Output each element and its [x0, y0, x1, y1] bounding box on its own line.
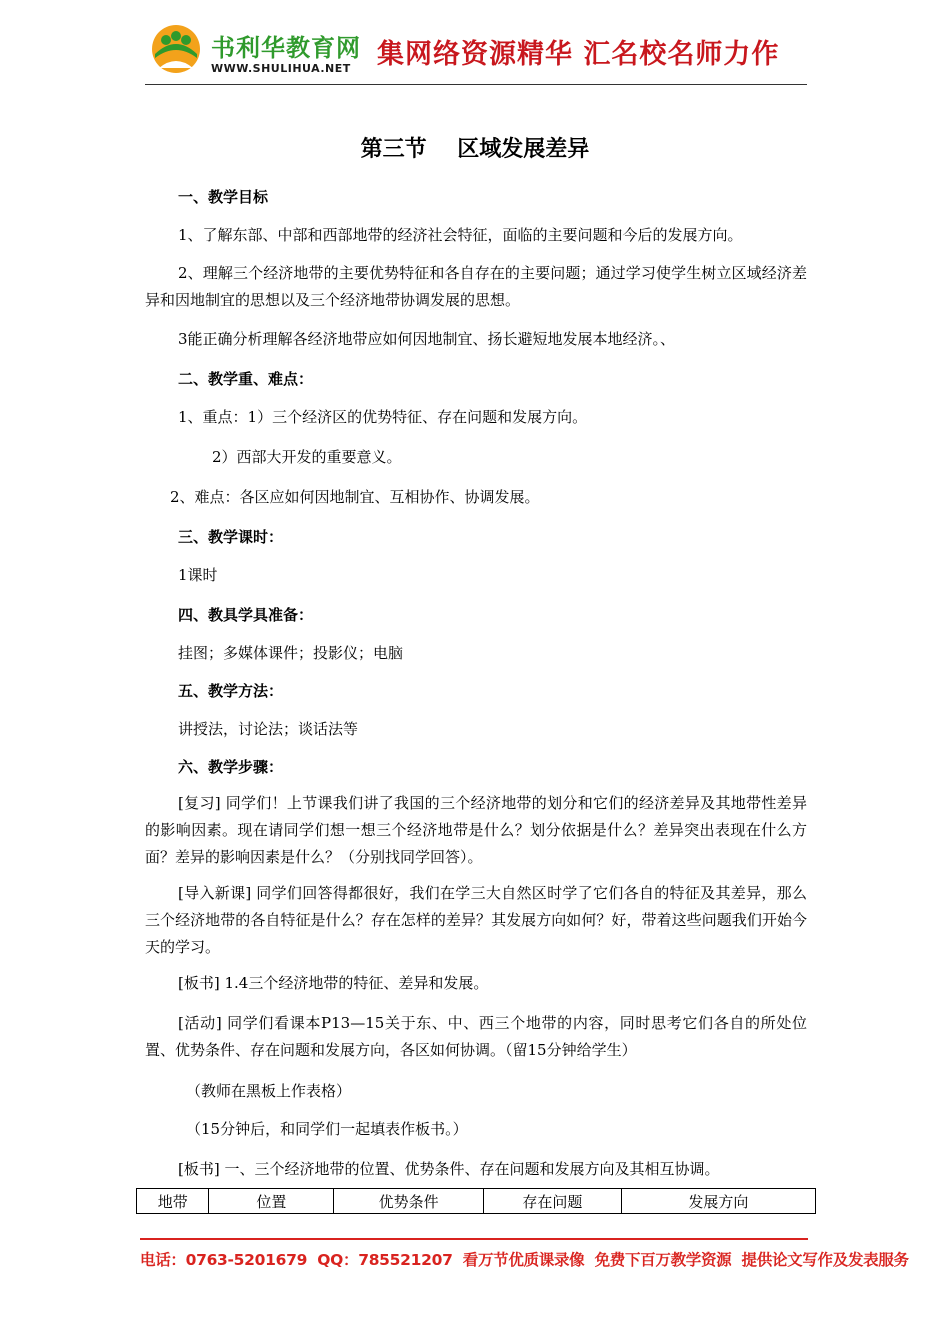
section-heading-methods: 五、教学方法：: [178, 682, 284, 700]
header-divider: [145, 84, 807, 85]
section-heading-steps: 六、教学步骤：: [178, 758, 284, 776]
methods-list: 讲授法，讨论法；谈话法等: [178, 720, 359, 738]
class-hours-value: 1课时: [178, 566, 218, 584]
column-header: 地带: [137, 1189, 209, 1214]
objective-1: 1、了解东部、中部和西部地带的经济社会特征，面临的主要问题和今后的发展方向。: [178, 226, 743, 244]
materials-list: 挂图；多媒体课件；投影仪；电脑: [178, 644, 404, 662]
page-title: 第三节 区域发展差异: [360, 136, 590, 162]
footer-divider: [140, 1238, 808, 1240]
objective-3: 3能正确分析理解各经济地带应如何因地制宜、扬长避短地发展本地经济。、: [178, 330, 676, 348]
header-slogan: 集网络资源精华 汇名校名师力作: [377, 39, 780, 70]
step-review: [复习] 同学们！上节课我们讲了我国的三个经济地带的划分和它们的经济差异及其地带性差异的影响因素。现在请同学们想一想三个经济地带是什么？划分依据是什么？差异突出表现在什么方面？差异的影响因素是什么？（分别找同学回答）。: [145, 794, 807, 866]
section-heading-materials: 四、教具学具准备：: [178, 606, 314, 624]
step-after-note: （15分钟后，和同学们一起填表作板书。）: [186, 1120, 468, 1138]
footer-contact: 电话：0763-5201679 QQ：785521207 看万节优质课录像 免费下百万教学资源 提供论文写作及发表服务: [140, 1251, 909, 1269]
section-heading-class-hours: 三、教学课时：: [178, 528, 284, 546]
step-intro: [导入新课] 同学们回答得都很好，我们在学三大自然区时学了它们各自的特征及其差异，那么三个经济地带的各自特征是什么？存在怎样的差异？其发展方向如何？好，带着这些问题我们开始今天的学习。: [145, 884, 807, 956]
brand-name: 书利华教育网: [211, 34, 361, 62]
step-board-2: [板书] 一、三个经济地带的位置、优势条件、存在问题和发展方向及其相互协调。: [178, 1160, 720, 1178]
step-board-1: [板书] 1.4三个经济地带的特征、差异和发展。: [178, 974, 489, 992]
column-header: 优势条件: [334, 1189, 484, 1214]
section-heading-key-points: 二、教学重、难点：: [178, 370, 314, 388]
key-point-1: 1、重点：1）三个经济区的优势特征、存在问题和发展方向。: [178, 408, 588, 426]
economic-zones-table: [136, 1188, 816, 1214]
brand-url[interactable]: WWW.SHULIHUA.NET: [211, 62, 351, 75]
section-heading-objectives: 一、教学目标: [178, 188, 269, 206]
step-activity: [活动] 同学们看课本P13—15关于东、中、西三个地带的内容，同时思考它们各自的所处位置、优势条件、存在问题和发展方向，各区如何协调。（留15分钟给学生）: [145, 1014, 807, 1059]
column-header: 存在问题: [483, 1189, 621, 1214]
step-teacher-note: （教师在黑板上作表格）: [186, 1082, 352, 1100]
people-logo-icon: [151, 24, 201, 74]
site-header: [145, 18, 807, 88]
key-point-2: 2）西部大开发的重要意义。: [212, 448, 402, 466]
column-header: 位置: [209, 1189, 334, 1214]
table-header-row: [137, 1189, 816, 1214]
difficulty: 2、难点：各区应如何因地制宜、互相协作、协调发展。: [170, 488, 540, 506]
column-header: 发展方向: [621, 1189, 815, 1214]
objective-2: 2、理解三个经济地带的主要优势特征和各自存在的主要问题；通过学习使学生树立区域经济差异和因地制宜的思想以及三个经济地带协调发展的思想。: [145, 264, 807, 309]
